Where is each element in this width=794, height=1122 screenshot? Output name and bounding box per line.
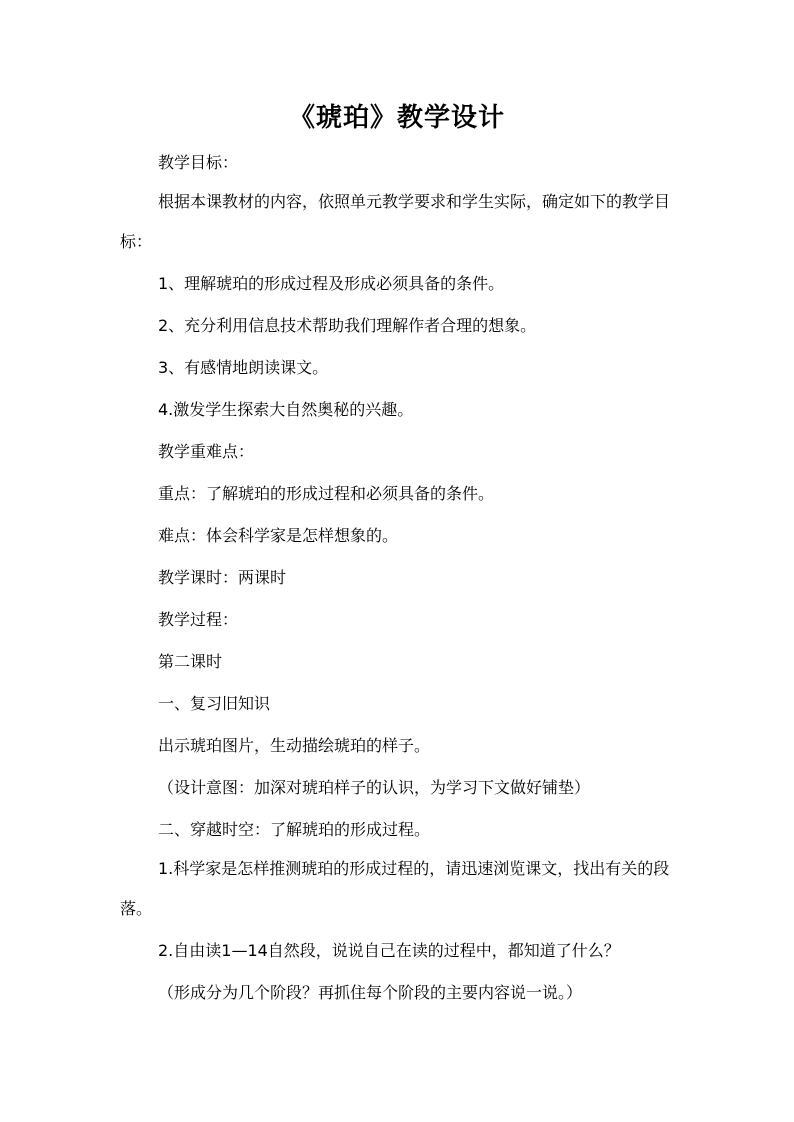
paragraph-section-2: 二、穿越时空：了解琥珀的形成过程。 xyxy=(158,820,431,839)
paragraph-process-heading: 教学过程： xyxy=(158,610,239,629)
paragraph-section-1: 一、复习旧知识 xyxy=(158,694,271,713)
paragraph-objectives-heading: 教学目标： xyxy=(158,153,239,172)
paragraph-difficult-point: 难点：体会科学家是怎样想象的。 xyxy=(158,526,399,545)
paragraph-key-points-heading: 教学重难点： xyxy=(158,442,255,461)
paragraph-objective-1: 1、理解琥珀的形成过程及形成必须具备的条件。 xyxy=(158,274,505,293)
paragraph-second-lesson: 第二课时 xyxy=(158,652,223,671)
paragraph-objective-4: 4.激发学生探索大自然奥秘的兴趣。 xyxy=(158,400,414,419)
paragraph-question-2: 2.自由读1—14自然段，说说自己在读的过程中，都知道了什么？ xyxy=(158,941,620,960)
paragraph-key-point: 重点：了解琥珀的形成过程和必须具备的条件。 xyxy=(158,484,495,503)
document-title: 《琥珀》教学设计 xyxy=(288,103,505,133)
paragraph-show-picture: 出示琥珀图片，生动描绘琥珀的样子。 xyxy=(158,736,431,755)
paragraph-objective-3: 3、有感情地朗读课文。 xyxy=(158,358,329,377)
paragraph-question-1: 1.科学家是怎样推测琥珀的形成过程的，请迅速浏览课文，找出有关的段落。 xyxy=(120,859,670,918)
paragraph-question-2-note: （形成分为几个阶段？再抓住每个阶段的主要内容说一说。） xyxy=(158,983,583,1002)
paragraph-class-hours: 教学课时：两课时 xyxy=(158,568,287,587)
paragraph-design-intent: （设计意图：加深对琥珀样子的认识，为学习下文做好铺垫） xyxy=(158,778,591,797)
paragraph-objective-2: 2、充分利用信息技术帮助我们理解作者合理的想象。 xyxy=(158,316,537,335)
paragraph-objectives-intro: 根据本课教材的内容，依照单元教学要求和学生实际，确定如下的教学目标： xyxy=(120,192,671,251)
